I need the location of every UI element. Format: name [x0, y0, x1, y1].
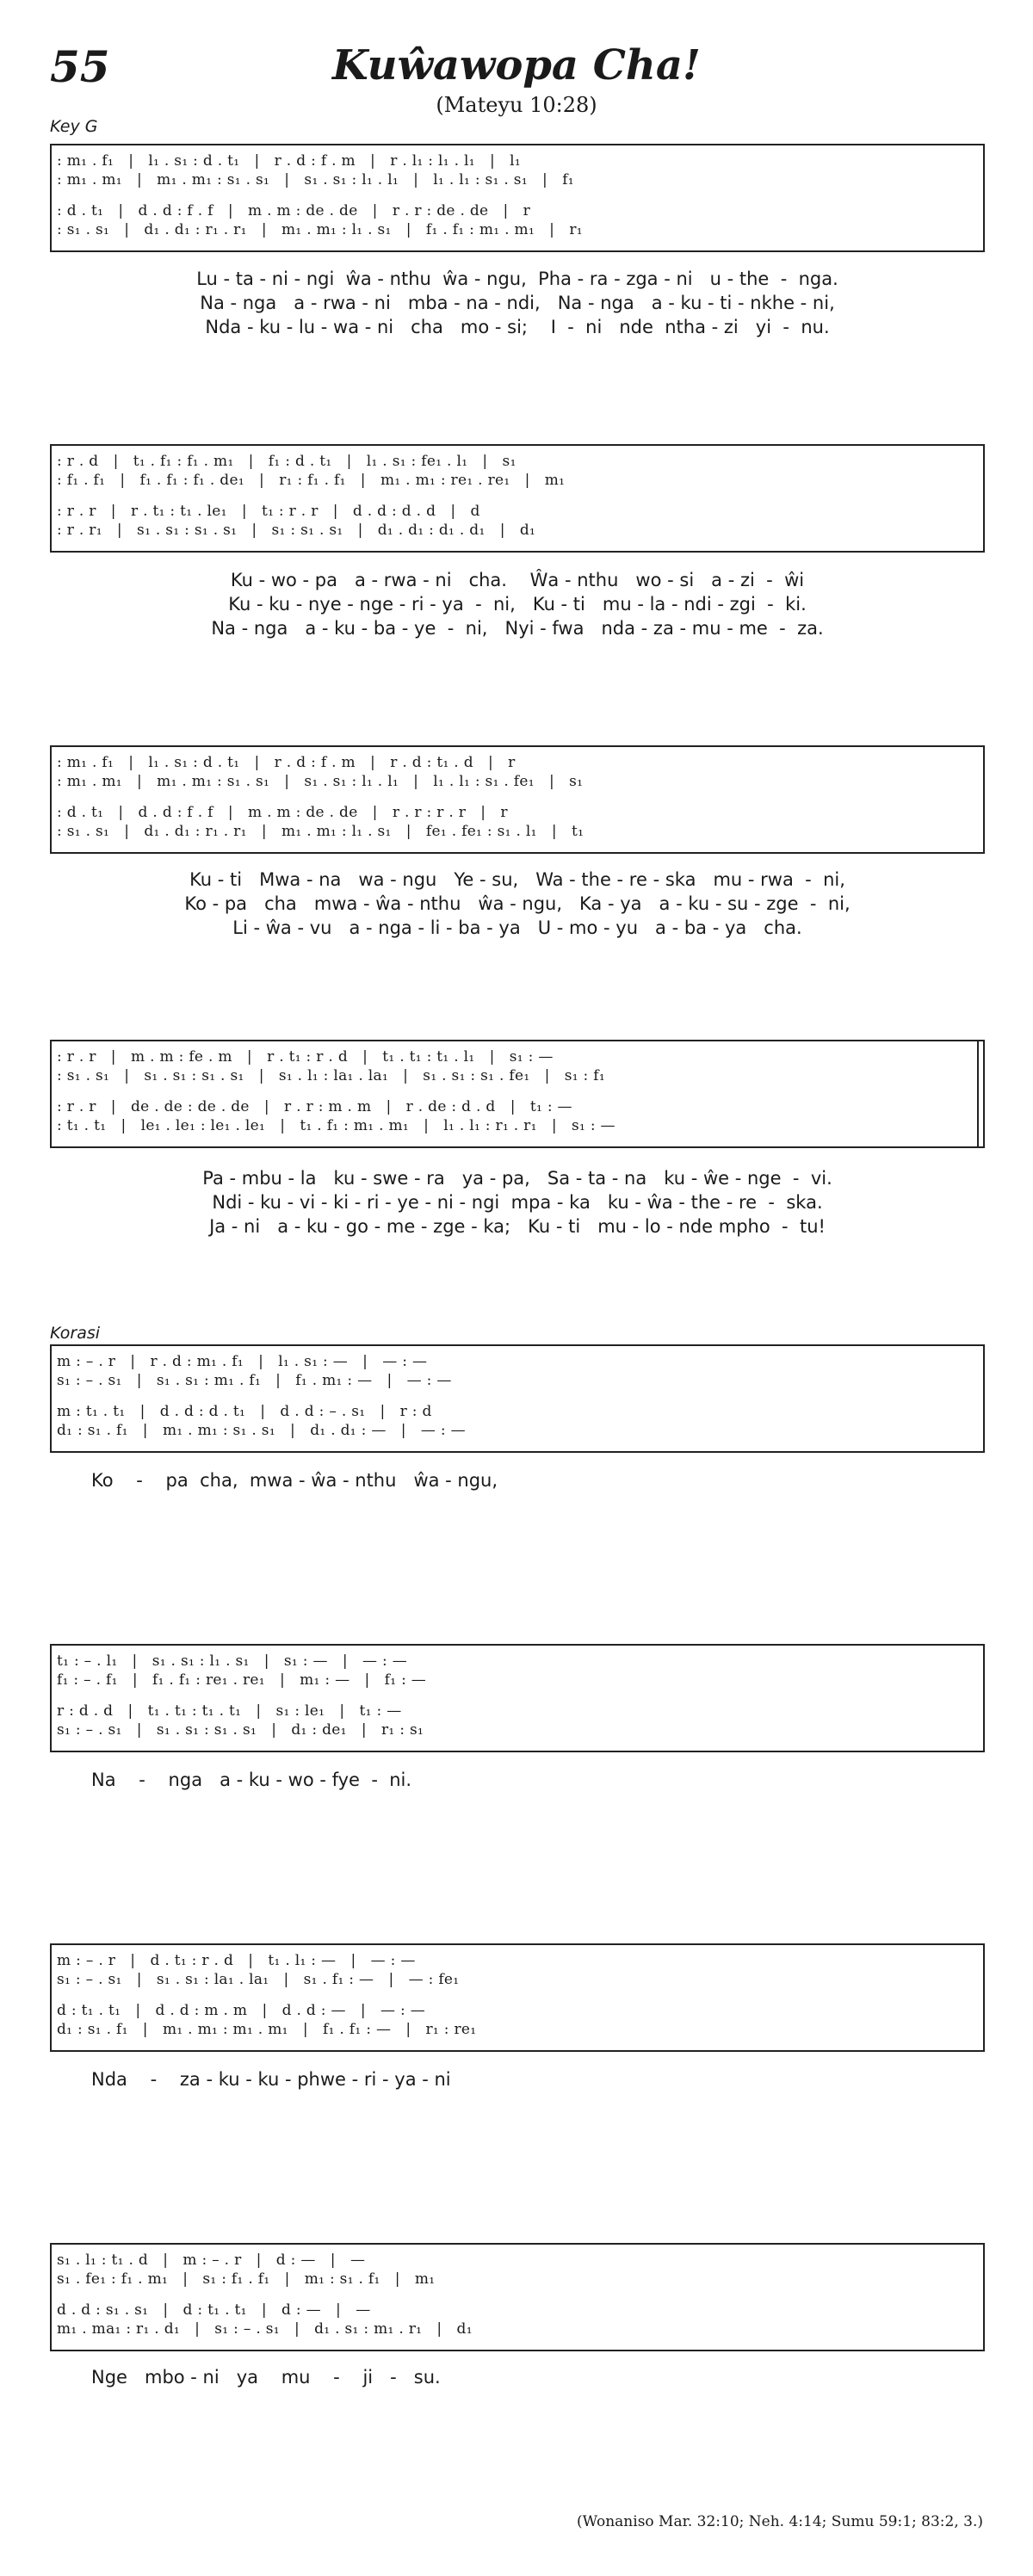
lyrics-block-8: [50, 2365, 985, 2389]
lyric-line: Na - nga a - rwa - ni mba - na - ndi, Na - nga a - ku - ti - nkhe - ni,: [200, 293, 835, 313]
lyric-line: Nda - za - ku - ku - phwe - ri - ya - ni: [91, 2069, 451, 2090]
notation-row: d : t₁ . t₁ | d . d : m . m | d . d : — | — : —: [57, 2002, 426, 2019]
hymn-number: 55: [50, 41, 110, 92]
lyrics-block-3: [50, 868, 985, 940]
notation-row: : r . r | m . m : fe . m | r . t₁ : r . d | t₁ . t₁ : t₁ . l₁ | s₁ : —: [57, 1048, 554, 1066]
notation-row: : m₁ . f₁ | l₁ . s₁ : d . t₁ | r . d : f . m | r . l₁ : l₁ . l₁ | l₁: [57, 152, 521, 170]
music-system-7: [50, 1943, 985, 2052]
lyric-line: Ku - ku - nye - nge - ri - ya - ni, Ku - ti mu - la - ndi - zgi - ki.: [228, 594, 807, 615]
music-system-4: [50, 1040, 985, 1148]
notation-row: s₁ : – . s₁ | s₁ . s₁ : s₁ . s₁ | d₁ : de₁ | r₁ : s₁: [57, 1721, 424, 1739]
notation-row: : m₁ . m₁ | m₁ . m₁ : s₁ . s₁ | s₁ . s₁ : l₁ . l₁ | l₁ . l₁ : s₁ . s₁ | f₁: [57, 171, 574, 188]
notation-row: : r . r | de . de : de . de | r . r : m . m | r . de : d . d | t₁ : —: [57, 1098, 572, 1115]
lyric-line: Ja - ni a - ku - go - me - zge - ka; Ku - ti mu - lo - nde mpho - tu!: [209, 1216, 826, 1237]
hymn-title: Kuŵawopa Cha!: [332, 41, 701, 90]
notation-row: r : d . d | t₁ . t₁ : t₁ . t₁ | s₁ : le₁ | t₁ : —: [57, 1702, 402, 1720]
notation-row: t₁ : – . l₁ | s₁ . s₁ : l₁ . s₁ | s₁ : — | — : —: [57, 1652, 408, 1670]
lyric-line: Na - nga a - ku - ba - ye - ni, Nyi - fwa nda - za - mu - me - za.: [211, 618, 824, 639]
lyric-line: Lu - ta - ni - ngi ŵa - nthu ŵa - ngu, Pha - ra - zga - ni u - the - nga.: [196, 269, 838, 289]
music-system-6: [50, 1644, 985, 1752]
notation-row: d . d : s₁ . s₁ | d : t₁ . t₁ | d : — | —: [57, 2301, 371, 2319]
notation-row: d₁ : s₁ . f₁ | m₁ . m₁ : m₁ . m₁ | f₁ . f₁ : — | r₁ : re₁: [57, 2021, 477, 2038]
lyric-line: Li - ŵa - vu a - nga - li - ba - ya U - mo - yu a - ba - ya cha.: [232, 917, 802, 938]
notation-row: : d . t₁ | d . d : f . f | m . m : de . de | r . r : r . r | r: [57, 804, 508, 821]
lyrics-block-6: [50, 1768, 985, 1792]
notation-row: : s₁ . s₁ | d₁ . d₁ : r₁ . r₁ | m₁ . m₁ : l₁ . s₁ | f₁ . f₁ : m₁ . m₁ | r₁: [57, 221, 583, 238]
key-signature: Key G: [50, 117, 98, 136]
lyrics-block-7: [50, 2067, 985, 2091]
notation-row: s₁ . fe₁ : f₁ . m₁ | s₁ : f₁ . f₁ | m₁ : s₁ . f₁ | m₁: [57, 2270, 436, 2288]
lyric-line: Ko - pa cha, mwa - ŵa - nthu ŵa - ngu,: [91, 1470, 498, 1491]
notation-row: : d . t₁ | d . d : f . f | m . m : de . de | r . r : de . de | r: [57, 202, 531, 219]
lyric-line: Ku - wo - pa a - rwa - ni cha. Ŵa - nthu wo - si a - zi - ŵi: [230, 570, 805, 590]
notation-row: s₁ : – . s₁ | s₁ . s₁ : m₁ . f₁ | f₁ . m₁ : — | — : —: [57, 1372, 452, 1389]
music-system-1: [50, 144, 985, 252]
lyrics-block-1: [50, 267, 985, 339]
lyrics-block-5: [50, 1468, 985, 1492]
lyrics-block-2: [50, 568, 985, 640]
music-system-2: [50, 444, 985, 553]
lyric-line: Nda - ku - lu - wa - ni cha mo - si; I - ni nde ntha - zi yi - nu.: [205, 317, 830, 337]
notation-row: : r . r | r . t₁ : t₁ . le₁ | t₁ : r . r | d . d : d . d | d: [57, 503, 480, 520]
music-system-8: [50, 2243, 985, 2351]
notation-row: : t₁ . t₁ | le₁ . le₁ : le₁ . le₁ | t₁ . f₁ : m₁ . m₁ | l₁ . l₁ : r₁ . r₁ | s₁ : —: [57, 1117, 615, 1134]
notation-row: m : – . r | r . d : m₁ . f₁ | l₁ . s₁ : — | — : —: [57, 1353, 428, 1370]
notation-row: d₁ : s₁ . f₁ | m₁ . m₁ : s₁ . s₁ | d₁ . d₁ : — | — : —: [57, 1422, 466, 1439]
notation-row: : r . r₁ | s₁ . s₁ : s₁ . s₁ | s₁ : s₁ . s₁ | d₁ . d₁ : d₁ . d₁ | d₁: [57, 522, 536, 539]
lyric-line: Ku - ti Mwa - na wa - ngu Ye - su, Wa - the - re - ska mu - rwa - ni,: [189, 869, 845, 890]
notation-row: s₁ : – . s₁ | s₁ . s₁ : la₁ . la₁ | s₁ . f₁ : — | — : fe₁: [57, 1971, 460, 1988]
notation-row: m : t₁ . t₁ | d . d : d . t₁ | d . d : – . s₁ | r : d: [57, 1403, 432, 1420]
notation-row: : f₁ . f₁ | f₁ . f₁ : f₁ . de₁ | r₁ : f₁ . f₁ | m₁ . m₁ : re₁ . re₁ | m₁: [57, 472, 566, 489]
lyric-line: Nge mbo - ni ya mu - ji - su.: [91, 2367, 441, 2388]
notation-row: : m₁ . f₁ | l₁ . s₁ : d . t₁ | r . d : f . m | r . d : t₁ . d | r: [57, 754, 516, 771]
lyrics-block-4: [50, 1166, 985, 1239]
lyric-line: Pa - mbu - la ku - swe - ra ya - pa, Sa - ta - na ku - ŵe - nge - vi.: [202, 1168, 832, 1189]
notation-row: : s₁ . s₁ | s₁ . s₁ : s₁ . s₁ | s₁ . l₁ : la₁ . la₁ | s₁ . s₁ : s₁ . fe₁ | s₁ : f₁: [57, 1067, 605, 1084]
notation-row: m₁ . ma₁ : r₁ . d₁ | s₁ : – . s₁ | d₁ . s₁ : m₁ . r₁ | d₁: [57, 2320, 473, 2338]
music-system-5: [50, 1344, 985, 1453]
notation-row: : r . d | t₁ . f₁ : f₁ . m₁ | f₁ : d . t₁ | l₁ . s₁ : fe₁ . l₁ | s₁: [57, 453, 516, 470]
notation-row: s₁ . l₁ : t₁ . d | m : – . r | d : — | —: [57, 2252, 366, 2269]
music-system-3: [50, 745, 985, 854]
lyric-line: Ko - pa cha mwa - ŵa - nthu ŵa - ngu, Ka - ya a - ku - su - zge - ni,: [184, 893, 851, 914]
chorus-label: Korasi: [50, 1324, 101, 1343]
lyric-line: Ndi - ku - vi - ki - ri - ye - ni - ngi mpa - ka ku - ŵa - the - re - ska.: [212, 1192, 823, 1213]
notation-row: m : – . r | d . t₁ : r . d | t₁ . l₁ : — | — : —: [57, 1952, 416, 1969]
notation-row: : s₁ . s₁ | d₁ . d₁ : r₁ . r₁ | m₁ . m₁ : l₁ . s₁ | fe₁ . fe₁ : s₁ . l₁ | t₁: [57, 823, 585, 840]
scripture-reference: (Mateyu 10:28): [436, 93, 597, 117]
notation-row: f₁ : – . f₁ | f₁ . f₁ : re₁ . re₁ | m₁ : — | f₁ : —: [57, 1671, 427, 1689]
notation-row: : m₁ . m₁ | m₁ . m₁ : s₁ . s₁ | s₁ . s₁ : l₁ . l₁ | l₁ . l₁ : s₁ . fe₁ | s₁: [57, 773, 584, 790]
scripture-footnote: (Wonaniso Mar. 32:10; Neh. 4:14; Sumu 59:1; 83:2, 3.): [577, 2513, 983, 2530]
lyric-line: Na - nga a - ku - wo - fye - ni.: [91, 1770, 412, 1790]
